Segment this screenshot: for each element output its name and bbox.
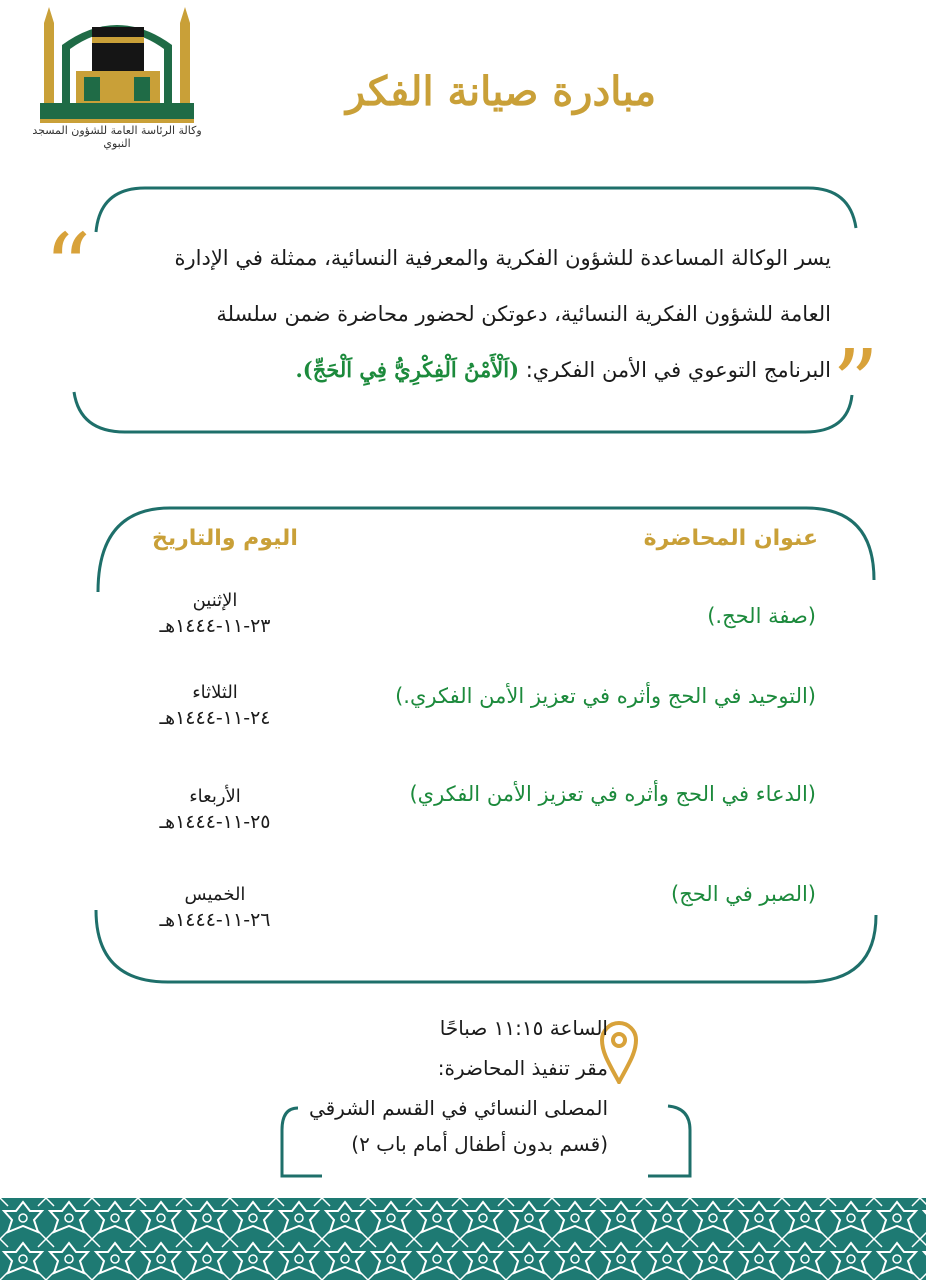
lecture-date — [120, 590, 310, 637]
venue-place: المصلى النسائي في القسم الشرقي — [308, 1096, 608, 1120]
intro-line-1: يسر الوكالة المساعدة للشؤون الفكرية والمعرفية النسائية، ممثلة في الإدارة — [174, 246, 831, 270]
lecture-date — [120, 682, 310, 729]
venue-note: (قسم بدون أطفال أمام باب ٢) — [351, 1132, 608, 1156]
lecture-title: (الدعاء في الحج وأثره في تعزيز الأمن الفكري) — [409, 782, 816, 806]
islamic-pattern-footer — [0, 1198, 926, 1280]
quote-close-icon: ” — [832, 330, 880, 437]
venue-label: مقر تنفيذ المحاضرة: — [437, 1056, 608, 1080]
intro-line-2: العامة للشؤون الفكرية النسائية، دعوتكن لحضور محاضرة ضمن سلسلة — [216, 302, 831, 326]
column-header-title: عنوان المحاضرة — [643, 526, 818, 551]
lecture-day: الإثنين — [192, 590, 238, 611]
lecture-day: الثلاثاء — [192, 682, 238, 703]
column-header-date: اليوم والتاريخ — [152, 526, 298, 551]
program-name: (اَلْأَمْنُ اَلْفِكْرِيُّ فِيِ اَلْحَجِّ). — [295, 357, 520, 382]
lecture-date-value: ٢٦-١١-١٤٤٤هـ — [159, 909, 271, 931]
lecture-date-value: ٢٥-١١-١٤٤٤هـ — [159, 811, 271, 833]
lecture-day: الخميس — [184, 884, 246, 905]
lecture-date-value: ٢٣-١١-١٤٤٤هـ — [159, 615, 271, 637]
lecture-date — [120, 786, 310, 833]
lecture-time: الساعة ١١:١٥ صباحًا — [439, 1016, 608, 1040]
lecture-title: (الصبر في الحج) — [671, 882, 816, 906]
lecture-title: (صفة الحج.) — [707, 604, 816, 628]
intro-line-3-prefix: البرنامج التوعوي في الأمن الفكري: — [525, 358, 831, 382]
page-title: مبادرة صيانة الفكر — [345, 68, 656, 115]
intro-line-3 — [296, 357, 832, 382]
lecture-title: (التوحيد في الحج وأثره في تعزيز الأمن الفكري.) — [395, 684, 816, 708]
quote-open-icon: “ — [44, 214, 92, 321]
lecture-date — [120, 884, 310, 931]
lecture-day: الأربعاء — [189, 786, 241, 807]
logo-caption: وكالة الرئاسة العامة للشؤون المسجد النبوي — [32, 124, 202, 150]
lecture-date-value: ٢٤-١١-١٤٤٤هـ — [159, 707, 271, 729]
